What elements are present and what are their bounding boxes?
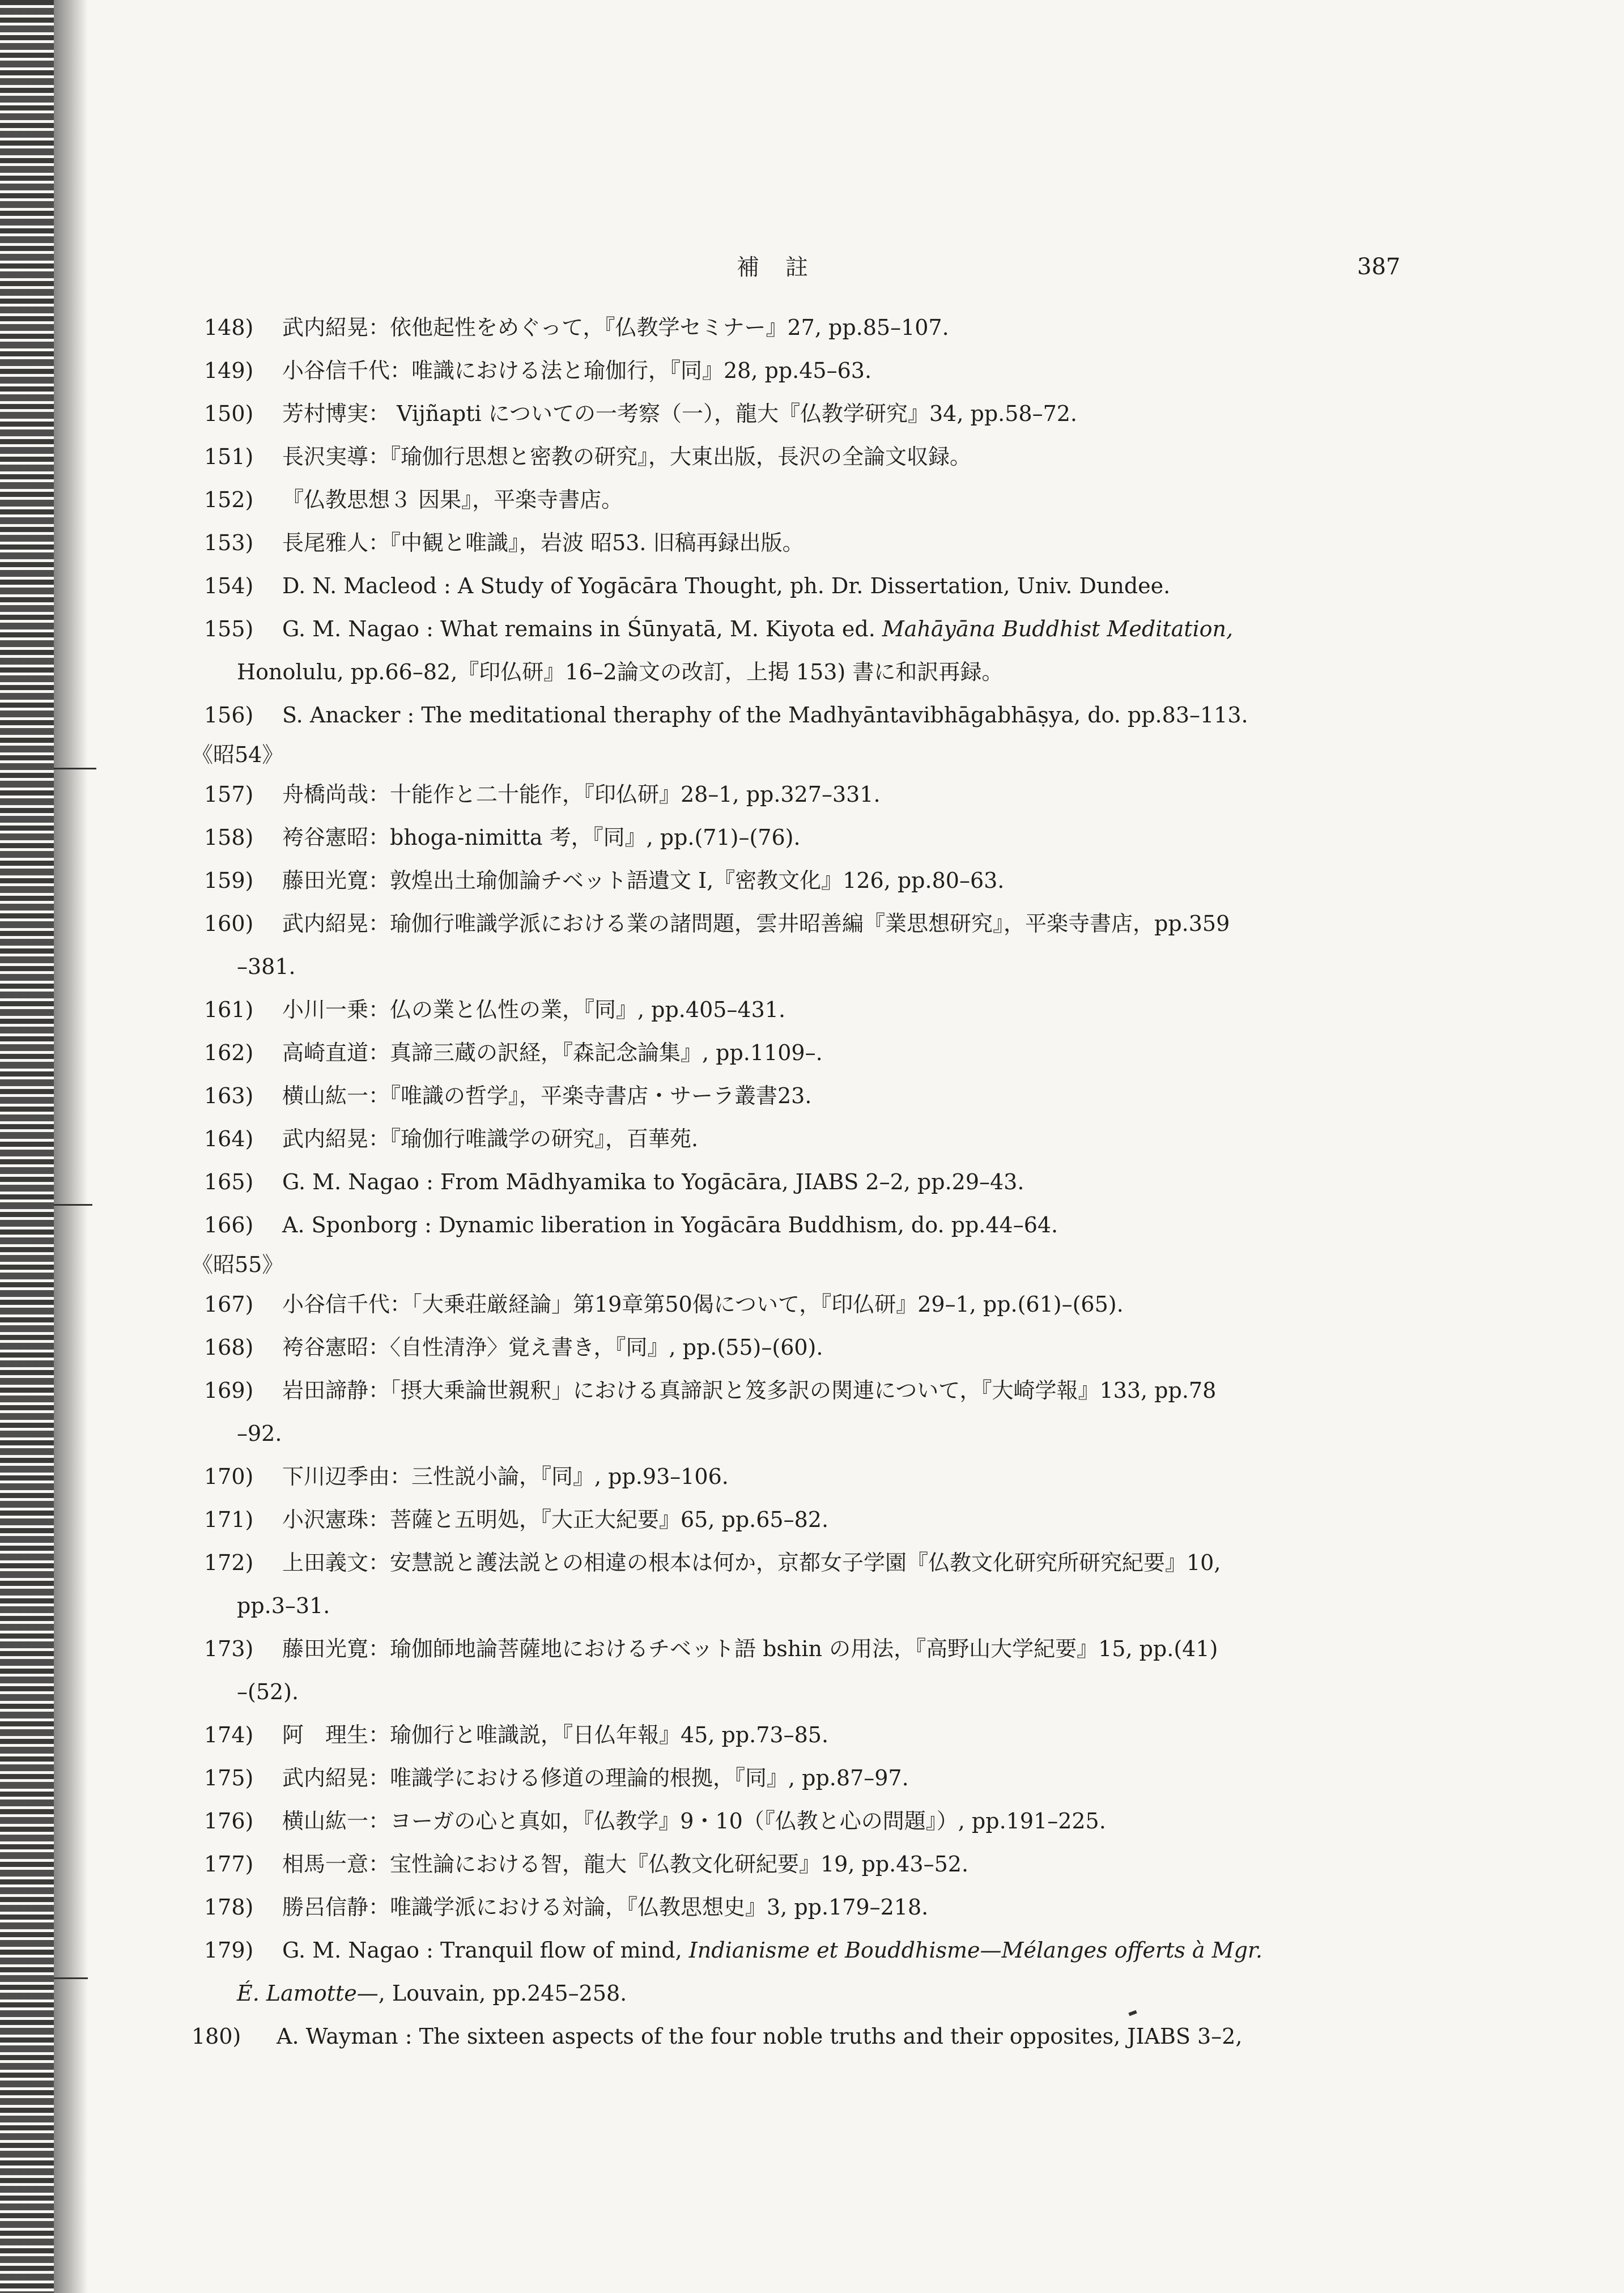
- note-text: 勝呂信静：唯識学派における対論，『仏教思想史』3, pp.179–218.: [282, 1895, 929, 1920]
- note-153: 153) 長尾雅人：『中観と唯識』，岩波 昭53. 旧稿再録出版。: [204, 530, 804, 555]
- note-text: 藤田光寛：敦煌出土瑜伽論チベット語遺文 I,『密教文化』126, pp.80–63.: [282, 868, 1005, 893]
- note-155: 155) G. M. Nagao : What remains in Śūnyatā, M. Kiyota ed. Mahāyāna Buddhist Meditation, Honolulu, pp.66–82,『印仏研』16–2論文の改訂，上掲 153) 書に和訳再録。: [192, 607, 1376, 694]
- note-text: 高崎直道：真諦三蔵の訳経，『森記念論集』, pp.1109–.: [282, 1040, 823, 1065]
- note-179: 179) G. M. Nagao : Tranquil flow of mind, Indianisme et Bouddhisme—Mélanges offerts à Mgr. É. Lamotte—, Louvain, pp.245–258.: [192, 1929, 1376, 2015]
- note-continuation: pp.3–31.: [237, 1593, 330, 1618]
- note-italic-title: Indianisme et Bouddhisme—Mélanges offerts à Mgr.: [688, 1938, 1262, 1963]
- note-167: 167) 小谷信千代：「大乗荘厳経論」第19章第50偈について，『印仏研』29–1, pp.(61)–(65).: [204, 1292, 1124, 1317]
- note-text: 小沢憲珠：菩薩と五明処，『大正大紀要』65, pp.65–82.: [282, 1507, 829, 1532]
- note-text: 長尾雅人：『中観と唯識』，岩波 昭53. 旧稿再録出版。: [282, 530, 804, 555]
- note-text: 藤田光寛：瑜伽師地論菩薩地におけるチベット語 bshin の用法，『高野山大学紀要』15, pp.(41): [282, 1636, 1218, 1661]
- binding-shadow: [54, 0, 88, 2293]
- note-text: 岩田諦静：「摂大乗論世親釈」における真諦訳と笈多訳の関連について，『大崎学報』133, pp.78: [282, 1378, 1217, 1403]
- note-continuation: –381.: [237, 954, 296, 979]
- note-text: 相馬一意：宝性論における智，龍大『仏教文化研紀要』19, pp.43–52.: [282, 1852, 969, 1877]
- note-text: A. Wayman : The sixteen aspects of the four noble truths and their opposites, JIABS 3–2,: [277, 2024, 1243, 2049]
- book-binding-edge: [0, 0, 54, 2293]
- note-174: 174) 阿 理生：瑜伽行と唯識説，『日仏年報』45, pp.73–85.: [204, 1722, 829, 1747]
- margin-tick: [54, 1204, 92, 1206]
- margin-tick: [54, 768, 96, 769]
- note-text: 武内紹晃：『瑜伽行唯識学の研究』，百華苑.: [282, 1126, 699, 1151]
- note-161: 161) 小川一乗：仏の業と仏性の業，『同』, pp.405–431.: [204, 997, 786, 1022]
- note-continuation: [237, 1972, 627, 2015]
- note-text: G. M. Nagao : Tranquil flow of mind,: [282, 1938, 689, 1963]
- note-text: 小川一乗：仏の業と仏性の業，『同』, pp.405–431.: [282, 997, 786, 1022]
- note-177: 177) 相馬一意：宝性論における智，龍大『仏教文化研紀要』19, pp.43–52.: [204, 1852, 969, 1877]
- note-176: 176) 横山紘一：ヨーガの心と真如，『仏教学』9・10（『仏教と心の問題』）, pp.191–225.: [204, 1809, 1106, 1833]
- note-text: G. M. Nagao : What remains in Śūnyatā, M. Kiyota ed.: [282, 616, 882, 641]
- section-heading-s54: 《昭54》: [192, 742, 284, 767]
- note-172: 172) 上田義文：安慧説と護法説との相違の根本は何か，京都女子学園『仏教文化研究所研究紀要』10, pp.3–31.: [192, 1541, 1376, 1627]
- note-170: 170) 下川辺季由：三性説小論，『同』, pp.93–106.: [204, 1464, 729, 1489]
- note-178: 178) 勝呂信静：唯識学派における対論，『仏教思想史』3, pp.179–218.: [204, 1895, 929, 1920]
- note-151: 151) 長沢実導：『瑜伽行思想と密教の研究』，大東出版，長沢の全論文収録。: [204, 444, 972, 469]
- margin-tick: [54, 1977, 88, 1979]
- note-text: 阿 理生：瑜伽行と唯識説，『日仏年報』45, pp.73–85.: [282, 1722, 829, 1747]
- note-continuation: –92.: [237, 1421, 282, 1446]
- note-italic-continuation: É. Lamotte: [237, 1981, 357, 2006]
- note-156: 156) S. Anacker : The meditational theraphy of the Madhyāntavibhāgabhāṣya, do. pp.83–113.: [204, 703, 1248, 728]
- note-163: 163) 横山紘一：『唯識の哲学』，平楽寺書店・サーラ叢書23.: [204, 1083, 812, 1108]
- note-text: 舟橋尚哉：十能作と二十能作，『印仏研』28–1, pp.327–331.: [282, 782, 881, 807]
- note-152: 152) 『仏教思想３ 因果』，平楽寺書店。: [204, 487, 623, 512]
- note-text: D. N. Macleod : A Study of Yogācāra Thought, ph. Dr. Dissertation, Univ. Dundee.: [282, 573, 1171, 598]
- note-text: A. Sponborg : Dynamic liberation in Yogācāra Buddhism, do. pp.44–64.: [282, 1213, 1058, 1237]
- note-text: 『仏教思想３ 因果』，平楽寺書店。: [282, 487, 623, 512]
- note-text: 長沢実導：『瑜伽行思想と密教の研究』，大東出版，長沢の全論文収録。: [282, 444, 972, 469]
- note-text: 小谷信千代：唯識における法と瑜伽行，『同』28, pp.45–63.: [282, 358, 872, 383]
- page-number: 387: [1357, 254, 1401, 280]
- note-148: 148) 武内紹晃：依他起性をめぐって，『仏教学セミナー』27, pp.85–107.: [204, 315, 949, 340]
- note-180: 180) A. Wayman : The sixteen aspects of the four noble truths and their opposites, JIABS 3–2,: [192, 2024, 1243, 2049]
- note-italic-title: Mahāyāna Buddhist Meditation,: [882, 616, 1234, 641]
- notes-list: [192, 306, 1376, 2058]
- note-166: 166) A. Sponborg : Dynamic liberation in Yogācāra Buddhism, do. pp.44–64.: [204, 1213, 1058, 1237]
- note-171: 171) 小沢憲珠：菩薩と五明処，『大正大紀要』65, pp.65–82.: [204, 1507, 829, 1532]
- note-text: 武内紹晃：依他起性をめぐって，『仏教学セミナー』27, pp.85–107.: [282, 315, 949, 340]
- running-header-title: 補註: [737, 254, 834, 280]
- note-text: 武内紹晃：唯識学における修道の理論的根拠，『同』, pp.87–97.: [282, 1766, 909, 1790]
- note-164: 164) 武内紹晃：『瑜伽行唯識学の研究』，百華苑.: [204, 1126, 699, 1151]
- note-158: 158) 袴谷憲昭：bhoga-nimitta 考，『同』, pp.(71)–(76).: [204, 825, 801, 850]
- note-175: 175) 武内紹晃：唯識学における修道の理論的根拠，『同』, pp.87–97.: [204, 1766, 909, 1790]
- note-text: G. M. Nagao : From Mādhyamika to Yogācāra, JIABS 2–2, pp.29–43.: [282, 1169, 1024, 1194]
- note-173: 173) 藤田光寛：瑜伽師地論菩薩地におけるチベット語 bshin の用法，『高野山大学紀要』15, pp.(41) –(52).: [192, 1627, 1376, 1713]
- note-149: 149) 小谷信千代：唯識における法と瑜伽行，『同』28, pp.45–63.: [204, 358, 872, 383]
- note-text: 袴谷憲昭：bhoga-nimitta 考，『同』, pp.(71)–(76).: [282, 825, 801, 850]
- note-continuation: –(52).: [237, 1679, 299, 1704]
- note-169: 169) 岩田諦静：「摂大乗論世親釈」における真諦訳と笈多訳の関連について，『大崎学報』133, pp.78 –92.: [192, 1369, 1376, 1455]
- note-168: 168) 袴谷憲昭：〈自性清浄〉覚え書き，『同』, pp.(55)–(60).: [204, 1335, 823, 1360]
- note-162: 162) 高崎直道：真諦三蔵の訳経，『森記念論集』, pp.1109–.: [204, 1040, 823, 1065]
- note-text: S. Anacker : The meditational theraphy of the Madhyāntavibhāgabhāṣya, do. pp.83–113.: [282, 703, 1248, 728]
- section-heading-s55: 《昭55》: [192, 1252, 284, 1277]
- note-160: 160) 武内紹晃：瑜伽行唯識学派における業の諸問題，雲井昭善編『業思想研究』，平楽寺書店，pp.359 –381.: [192, 902, 1376, 988]
- note-text: 横山紘一：『唯識の哲学』，平楽寺書店・サーラ叢書23.: [282, 1083, 812, 1108]
- note-continuation-text: —, Louvain, pp.245–258.: [356, 1981, 627, 2006]
- note-159: 159) 藤田光寛：敦煌出土瑜伽論チベット語遺文 I,『密教文化』126, pp.80–63.: [204, 868, 1005, 893]
- note-157: 157) 舟橋尚哉：十能作と二十能作，『印仏研』28–1, pp.327–331.: [204, 782, 881, 807]
- note-text: 武内紹晃：瑜伽行唯識学派における業の諸問題，雲井昭善編『業思想研究』，平楽寺書店，pp.359: [282, 911, 1230, 936]
- note-165: 165) G. M. Nagao : From Mādhyamika to Yogācāra, JIABS 2–2, pp.29–43.: [204, 1169, 1024, 1194]
- note-text: 袴谷憲昭：〈自性清浄〉覚え書き，『同』, pp.(55)–(60).: [282, 1335, 823, 1360]
- note-text: 芳村博実： Vijñapti についての一考察（一），龍大『仏教学研究』34, pp.58–72.: [282, 401, 1078, 426]
- note-text: 下川辺季由：三性説小論，『同』, pp.93–106.: [282, 1464, 729, 1489]
- note-text: 小谷信千代：「大乗荘厳経論」第19章第50偈について，『印仏研』29–1, pp.(61)–(65).: [282, 1292, 1124, 1317]
- note-continuation: Honolulu, pp.66–82,『印仏研』16–2論文の改訂，上掲 153) 書に和訳再録。: [237, 660, 1004, 684]
- note-150: 150) 芳村博実： Vijñapti についての一考察（一），龍大『仏教学研究』34, pp.58–72.: [204, 401, 1078, 426]
- note-text: 横山紘一：ヨーガの心と真如，『仏教学』9・10（『仏教と心の問題』）, pp.191–225.: [282, 1809, 1106, 1833]
- note-text: 上田義文：安慧説と護法説との相違の根本は何か，京都女子学園『仏教文化研究所研究紀要』10,: [282, 1550, 1221, 1575]
- note-154: 154) D. N. Macleod : A Study of Yogācāra Thought, ph. Dr. Dissertation, Univ. Dundee.: [204, 573, 1171, 598]
